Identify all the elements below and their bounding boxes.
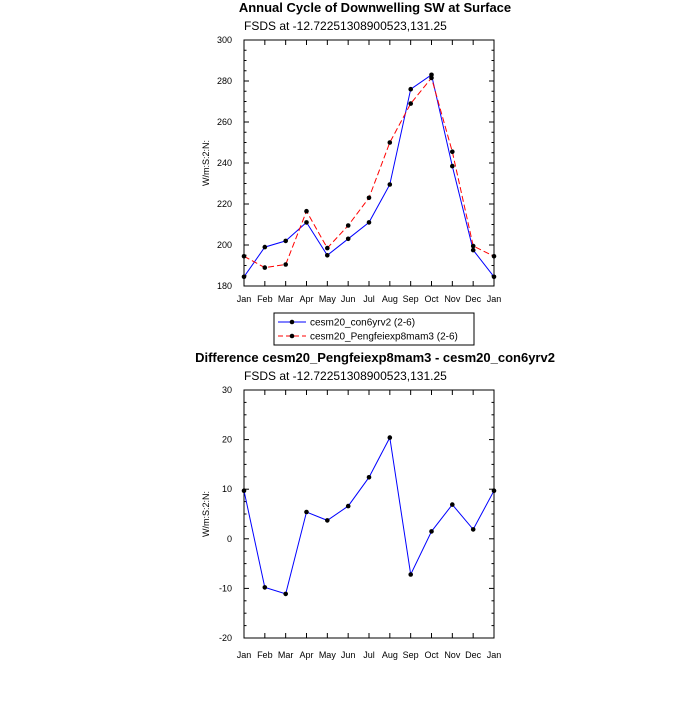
x-tick-label: Apr (299, 294, 314, 304)
data-point (367, 475, 372, 480)
y-tick-label: 260 (216, 117, 232, 127)
x-tick-label: Feb (257, 294, 273, 304)
x-tick-label: May (318, 294, 336, 304)
legend (274, 313, 474, 345)
series-line-2 (244, 78, 494, 268)
legend-marker (290, 320, 295, 325)
data-point (408, 101, 413, 106)
chart-title: Annual Cycle of Downwelling SW at Surface (238, 0, 512, 15)
data-point (242, 488, 247, 493)
data-point (346, 237, 351, 242)
data-point (471, 527, 476, 532)
data-point (346, 504, 351, 509)
x-tick-label: Jan (486, 650, 502, 660)
data-point (388, 435, 393, 440)
data-point (304, 220, 309, 225)
data-point (242, 275, 247, 280)
data-point (429, 76, 434, 81)
data-point (325, 253, 330, 258)
y-tick-label: 10 (221, 484, 232, 495)
y-tick-label: 220 (216, 199, 232, 209)
data-point (325, 246, 330, 251)
data-point (263, 265, 268, 270)
legend-label-2: cesm20_Pengfeiexp8mam3 (2-6) (310, 331, 458, 343)
data-point (283, 592, 288, 597)
y-tick-label: -10 (218, 583, 232, 594)
x-tick-label: Jan (236, 294, 252, 304)
data-point (263, 585, 268, 590)
x-tick-label: Aug (381, 650, 398, 660)
y-tick-label: 200 (216, 240, 232, 250)
data-point (471, 244, 476, 249)
x-tick-label: Nov (444, 294, 461, 304)
y-tick-label: 240 (216, 158, 232, 168)
x-tick-label: Feb (257, 650, 273, 660)
x-tick-label: Oct (424, 650, 439, 660)
y-tick-label: 280 (216, 76, 232, 86)
x-tick-label: Jun (340, 650, 356, 660)
x-tick-label: Dec (465, 294, 482, 304)
chart-subtitle: FSDS at -12.72251308900523,131.25 (244, 369, 447, 383)
y-tick-label: 30 (221, 385, 232, 395)
x-tick-label: Sep (402, 294, 419, 304)
data-point (242, 254, 247, 259)
data-point (492, 488, 497, 493)
data-point (367, 220, 372, 225)
data-point (492, 275, 497, 280)
y-tick-label: 0 (226, 533, 232, 544)
x-tick-label: Aug (381, 294, 398, 304)
chart-subtitle: FSDS at -12.72251308900523,131.25 (244, 19, 447, 33)
data-point (304, 510, 309, 515)
data-point (325, 518, 330, 523)
y-axis-label: W/m:S:2:N: (201, 490, 211, 538)
x-tick-label: Mar (277, 294, 294, 304)
series-line-1 (244, 75, 494, 277)
chart-panel-2 (195, 350, 555, 660)
x-tick-label: Jan (486, 294, 502, 304)
x-tick-label: Jul (363, 650, 375, 660)
x-tick-label: Jan (236, 650, 252, 660)
x-tick-label: Mar (277, 650, 294, 660)
x-tick-label: Jun (340, 294, 356, 304)
data-point (450, 502, 455, 507)
data-point (263, 245, 268, 250)
chart-title: Difference cesm20_Pengfeiexp8mam3 - cesm20_con6yrv2 (195, 350, 555, 365)
plot-frame (244, 390, 494, 638)
x-tick-label: Dec (465, 650, 482, 660)
data-point (492, 254, 497, 259)
x-tick-label: Oct (424, 294, 439, 304)
data-point (408, 572, 413, 577)
chart-panel-1 (201, 0, 511, 345)
data-point (367, 196, 372, 201)
y-tick-label: 300 (216, 35, 232, 45)
series-line-1 (244, 438, 494, 594)
data-point (408, 87, 413, 92)
data-point (304, 209, 309, 214)
data-point (429, 529, 434, 534)
legend-marker (290, 334, 295, 339)
y-tick-label: -20 (218, 633, 232, 643)
y-axis-label: W/m:S:2:N: (201, 139, 211, 187)
y-tick-label: 180 (216, 281, 232, 291)
x-tick-label: May (318, 650, 336, 660)
data-point (388, 140, 393, 145)
y-tick-label: 20 (221, 434, 232, 445)
legend-label-1: cesm20_con6yrv2 (2-6) (310, 317, 416, 329)
data-point (346, 223, 351, 228)
data-point (388, 182, 393, 187)
x-tick-label: Jul (363, 294, 375, 304)
data-point (450, 149, 455, 154)
data-point (283, 239, 288, 244)
x-tick-label: Apr (299, 650, 314, 660)
data-point (450, 164, 455, 169)
data-point (283, 262, 288, 267)
data-point (471, 248, 476, 253)
plot-frame (244, 40, 494, 286)
x-tick-label: Nov (444, 650, 461, 660)
x-tick-label: Sep (402, 650, 419, 660)
